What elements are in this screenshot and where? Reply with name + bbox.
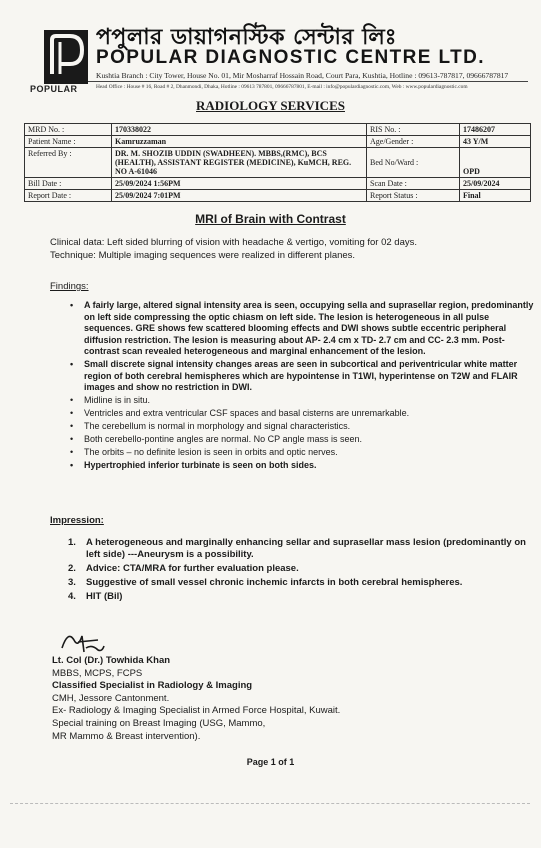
finding-item: • The orbits – no definite lesion is seen in orbits and optic nerves. [84, 447, 534, 459]
ris-label: RIS No. : [367, 124, 460, 136]
doctor-training: MR Mammo & Breast intervention). [52, 730, 201, 742]
impression-list [66, 537, 541, 605]
finding-item: • The cerebellum is normal in morphology and signal characteristics. [84, 421, 534, 433]
company-name-bengali: পপুলার ডায়াগনস্টিক সেন্টার লিঃ [96, 25, 397, 50]
bed-value: OPD [460, 148, 531, 178]
referred-by-label: Referred By : [25, 148, 112, 178]
page-number: Page 1 of 1 [246, 757, 295, 767]
scan-date-value: 25/09/2024 [460, 178, 531, 190]
doctor-signature [58, 626, 106, 656]
finding-item: • Small discrete signal intensity changes areas are seen in subcortical and periventricular white matter region of both cerebral hemispheres which are hypointense in T1WI, hyperintense on T2W and FLAIR images and show no restriction in DWI. [84, 359, 534, 394]
report-status-value: Final [460, 190, 531, 202]
finding-item: • Midline is in situ. [84, 395, 534, 407]
doctor-ex: Ex- Radiology & Imaging Specialist in Armed Force Hospital, Kuwait. [52, 705, 341, 717]
footer-divider [10, 803, 530, 804]
report-date-label: Report Date : [25, 190, 112, 202]
bill-date-value: 25/09/2024 1:56PM [112, 178, 367, 190]
findings-list [64, 300, 534, 473]
bed-label: Bed No/Ward : [367, 148, 460, 178]
branch-address: Kushtia Branch : City Tower, House No. 01, Mir Mosharraf Hossain Road, Court Para, Kushtia, Hotline : 09613-787817, 09666787817 [96, 71, 509, 80]
patient-info-table [24, 123, 531, 202]
report-title: MRI of Brain with Contrast [195, 212, 346, 226]
findings-heading: Findings: [50, 281, 89, 292]
impression-item: 2. Advice: CTA/MRA for further evaluation please. [68, 563, 299, 574]
ris-value: 17486207 [460, 124, 531, 136]
section-title: RADIOLOGY SERVICES [196, 98, 345, 113]
logo-caption: POPULAR [30, 84, 78, 94]
scan-date-label: Scan Date : [367, 178, 460, 190]
impression-heading: Impression: [50, 515, 104, 526]
doctor-place: CMH, Jessore Cantonment. [52, 692, 170, 704]
report-date-value: 25/09/2024 7:01PM [112, 190, 367, 202]
impression-item: 3. Suggestive of small vessel chronic inchemic infarcts in both cerebral hemispheres. [68, 577, 463, 588]
company-name: POPULAR DIAGNOSTIC CENTRE LTD. [96, 47, 485, 68]
doctor-block [52, 655, 340, 743]
mrd-label: MRD No. : [25, 124, 112, 136]
doctor-degrees: MBBS, MCPS, FCPS [52, 667, 143, 679]
bill-date-label: Bill Date : [25, 178, 112, 190]
doctor-title: Classified Specialist in Radiology & Imaging [52, 680, 253, 692]
clinical-data: Clinical data: Left sided blurring of vision with headache & vertigo, vomiting for 02 days. [50, 237, 418, 248]
header-divider [88, 81, 528, 82]
doctor-name: Lt. Col (Dr.) Towhida Khan [52, 655, 171, 666]
patient-name-value: Kamruzzaman [112, 136, 367, 148]
finding-item: • Hypertrophied inferior turbinate is seen on both sides. [84, 460, 534, 472]
referred-by-value: DR. M. SHOZIB UDDIN (SWADHEEN). MBBS,(RMC), BCS (HEALTH), ASSISTANT REGISTER (MEDICINE), KuMCH, REG. NO A-61046 [112, 148, 367, 178]
doctor-training: Special training on Breast Imaging (USG, Mammo, [52, 717, 266, 729]
technique: Technique: Multiple imaging sequences were realized in different planes. [50, 250, 356, 261]
finding-item: • Both cerebello-pontine angles are normal. No CP angle mass is seen. [84, 434, 534, 446]
age-value: 43 Y/M [460, 136, 531, 148]
finding-item: • Ventricles and extra ventricular CSF spaces and basal cisterns are unremarkable. [84, 408, 534, 420]
impression-item: 4. HIT (Bil) [68, 591, 123, 602]
finding-item: • A fairly large, altered signal intensity area is seen, occupying sella and suprasellar region, predominantly on left side compressing the optic chiasm on left side. The lesion is heterogeneous in all pulse sequences. GRE shows few scattered blooming effects and DWI shows subtle eccentric peripheral diffusion restriction. The lesion is measuring about AP- 2.4 cm x TD- 2.7 cm and CC- 2.3 mm. Post-contrast scan revealed heterogeneous and marginal enhancement of the lesion. [84, 300, 534, 358]
patient-name-label: Patient Name : [25, 136, 112, 148]
mrd-value: 170338022 [112, 124, 367, 136]
popular-logo-icon [44, 30, 88, 84]
head-office-address: Head Office : House # 16, Road # 2, Dhanmondi, Dhaka, Hotline : 09613 787801, 09666787801, E-mail : info@populardiagnostic.com, Web : www.populardiagnostic.com [96, 84, 468, 90]
impression-item: 1. A heterogeneous and marginally enhancing sellar and suprasellar mass lesion (predominantly on left side) ---Aneurysm is a possibility. [68, 537, 526, 560]
clinical-section [50, 237, 530, 263]
age-label: Age/Gender : [367, 136, 460, 148]
report-status-label: Report Status : [367, 190, 460, 202]
